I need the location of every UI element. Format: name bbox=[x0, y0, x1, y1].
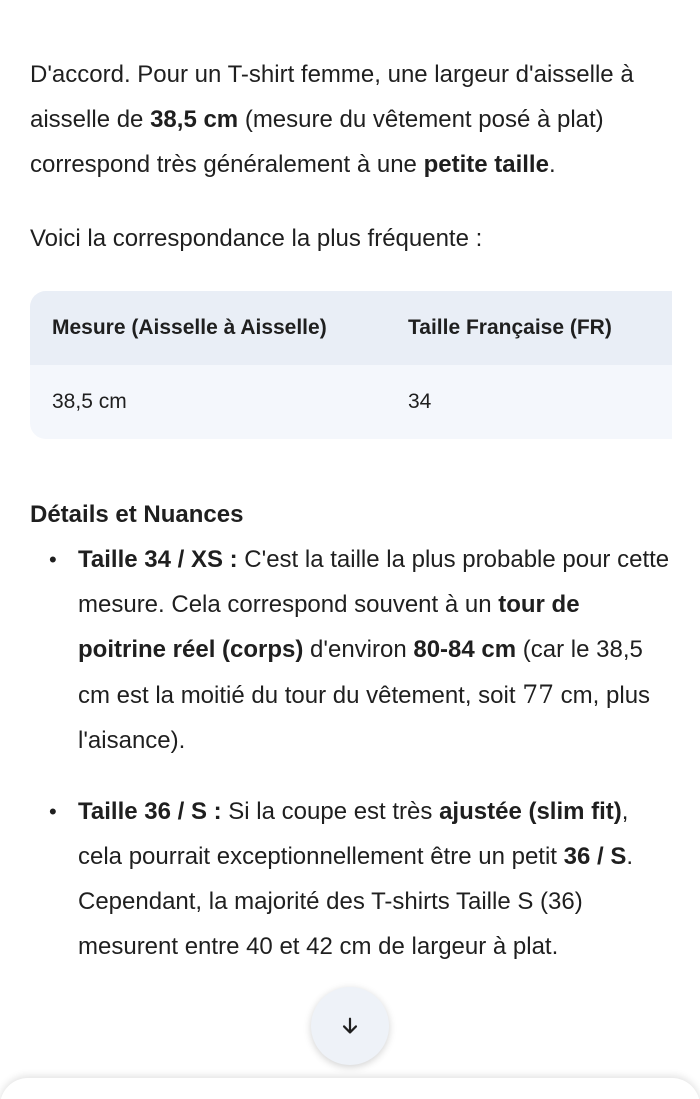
list-item-bold: Taille 34 / XS : bbox=[78, 546, 238, 573]
table-cell: 34 bbox=[408, 390, 432, 413]
arrow-down-icon bbox=[339, 1015, 361, 1037]
size-table bbox=[30, 291, 672, 439]
intro-text-1: D'accord. Pour un T-shirt femme, une largeur d'aisselle à aisselle de bbox=[30, 61, 634, 133]
bullet-icon: • bbox=[49, 547, 57, 572]
intro-text-3: . bbox=[548, 151, 556, 178]
list-item-text: d'environ bbox=[303, 636, 414, 663]
intro-bold-measure: 38,5 cm bbox=[150, 106, 239, 133]
table-header-cell: Taille Française (FR) bbox=[408, 316, 612, 339]
table-cell: 38,5 cm bbox=[52, 390, 127, 413]
list-item-text: , cela pourrait exceptionnellement être un petit bbox=[78, 798, 629, 870]
chat-response bbox=[30, 52, 670, 969]
lead-paragraph: Voici la correspondance la plus fréquente : bbox=[30, 225, 483, 252]
list-item bbox=[30, 537, 670, 763]
intro-paragraph bbox=[30, 52, 670, 187]
section-heading: Détails et Nuances bbox=[30, 501, 244, 528]
list-item-bold: Taille 36 / S : bbox=[78, 798, 222, 825]
details-list bbox=[30, 537, 670, 969]
input-panel[interactable] bbox=[0, 1078, 700, 1099]
list-item-text: cm, plus l'aisance). bbox=[78, 682, 651, 754]
list-item-text: Si la coupe est très bbox=[221, 798, 440, 825]
list-item-text: C'est la taille la plus probable pour cette mesure. Cela correspond souvent à un bbox=[78, 546, 670, 618]
table-row bbox=[30, 365, 672, 439]
list-item-bold: 36 / S bbox=[563, 843, 627, 870]
table-header-cell: Mesure (Aisselle à Aisselle) bbox=[52, 316, 327, 339]
list-item-bold: tour de poitrine réel (corps) bbox=[78, 591, 580, 663]
list-item-bold: 80-84 cm bbox=[413, 636, 517, 663]
list-item-bold: ajustée (slim fit) bbox=[439, 798, 622, 825]
list-item bbox=[30, 789, 670, 969]
list-item-text: (car le 38,5 cm est la moitié du tour du vêtement, soit bbox=[78, 636, 643, 709]
scroll-to-bottom-button[interactable] bbox=[311, 987, 389, 1065]
intro-text-2: (mesure du vêtement posé à plat) correspond très généralement à une bbox=[30, 106, 604, 178]
bullet-icon: • bbox=[49, 799, 57, 824]
table-header-row bbox=[30, 291, 672, 365]
math-value: 77 bbox=[522, 680, 555, 709]
intro-bold-size: petite taille bbox=[423, 151, 549, 178]
list-item-text: . Cependant, la majorité des T-shirts Taille S (36) mesurent entre 40 et 42 cm de largeur à plat. bbox=[78, 843, 634, 960]
